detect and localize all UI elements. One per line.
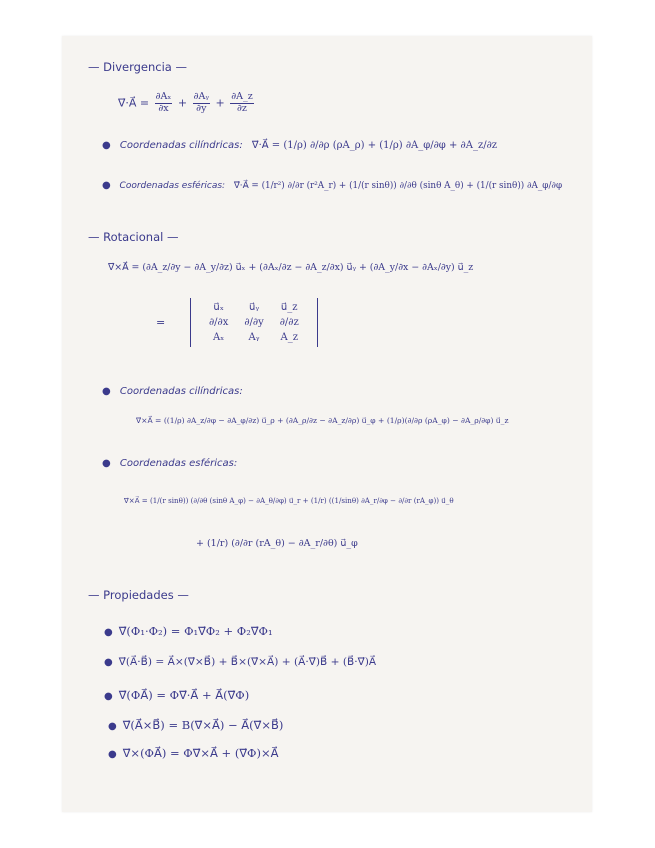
bullet-icon: ● [108,721,117,732]
bullet-icon: ● [102,386,111,397]
bleed-through [440,80,443,90]
curl-spherical-label-line [102,458,243,469]
section-properties-title: — Propiedades — [88,588,189,602]
property-item: ● ∇⃗(A⃗×B⃗) = B(∇⃗×A⃗) − A⃗(∇⃗×B⃗) [108,718,284,732]
matrix-row: u⃗ₓ u⃗ᵧ u⃗_z [213,302,298,313]
section-curl-title: — Rotacional — [88,230,179,244]
bullet-icon: ● [104,691,113,702]
property-item: ● ∇⃗(Φ₁·Φ₂) = Φ₁∇⃗Φ₂ + Φ₂∇⃗Φ₁ [104,624,273,638]
divergence-lhs: ∇⃗·A⃗ = [118,96,150,110]
bullet-icon: ● [102,458,111,469]
curl-matrix-equals: = [156,316,166,329]
divergence-spherical-equation: ● Coordenadas esféricas: ∇⃗·A⃗ = (1/r²) ∂/∂r (r²A_r) + (1/(r sinθ)) ∂/∂θ (sinθ A_θ) + (1/(r sinθ)) ∂A_φ/∂φ [102,180,563,191]
divergence-cylindrical-equation: ● Coordenadas cilíndricas: ∇⃗·A⃗ = (1/ρ) ∂/∂ρ (ρA_ρ) + (1/ρ) ∂A_φ/∂φ + ∂A_z/∂z [102,140,498,151]
curl-spherical-label: Coordenadas esféricas: [119,458,238,469]
bullet-icon: ● [102,140,111,151]
divergence-cartesian-equation: ∇⃗·A⃗ = $\frac{\text{∂Aₓ}}{\partial x}$ + $\frac{\text{∂Aᵧ}}{\partial y}$ + $\frac{\partial A\_z}{\partial z}$ [118,91,253,114]
curl-cartesian-equation: ∇⃗×A⃗ = (∂A_z/∂y − ∂A_y/∂z) u⃗ₓ + (∂Aₓ/∂z − ∂A_z/∂x) u⃗ᵧ + (∂A_y/∂x − ∂Aₓ/∂y) u⃗_z [108,262,474,273]
fraction-dAz-dz: $\frac{\partial A\_z}{\partial z}$ [231,91,253,114]
bullet-icon: ● [102,180,111,191]
curl-cylindrical-label: Coordenadas cilíndricas: [119,386,243,397]
section-divergence-title: — Divergencia — [88,60,187,74]
curl-cylindrical-equation: ∇⃗×A⃗ = ((1/ρ) ∂A_z/∂φ − ∂A_φ/∂z) u⃗_ρ + (∂A_ρ/∂z − ∂A_z/∂ρ) u⃗_φ + (1/ρ)(∂/∂ρ (ρA_φ) − ∂A_ρ/∂φ) u⃗_z [136,416,509,425]
property-item: ● ∇⃗(A⃗·B⃗) = A⃗×(∇⃗×B⃗) + B⃗×(∇⃗×A⃗) + (A⃗·∇⃗)B⃗ + (B⃗·∇⃗)A⃗ [104,656,377,668]
property-item: ● ∇⃗(ΦA⃗) = Φ∇⃗·A⃗ + A⃗(∇⃗Φ) [104,688,250,702]
curl-cylindrical-label-line [102,386,249,397]
divergence-cylindrical-label: Coordenadas cilíndricas: [119,140,243,151]
bullet-icon: ● [104,657,113,668]
matrix-row: ∂/∂x ∂/∂y ∂/∂z [209,317,299,328]
matrix-row: Aₓ Aᵧ A_z [212,332,298,343]
property-item: ● ∇⃗×(ΦA⃗) = Φ∇⃗×A⃗ + (∇⃗Φ)×A⃗ [108,746,279,760]
fraction-dAy-dy: $\frac{\text{∂Aᵧ}}{\partial y}$ [193,91,209,114]
divergence-spherical-label: Coordenadas esféricas: [119,181,226,191]
curl-spherical-equation-line2: + (1/r) (∂/∂r (rA_θ) − ∂A_r/∂θ) u⃗_φ [196,538,358,549]
bullet-icon: ● [104,627,113,638]
fraction-dAx-dx: $\frac{\text{∂Aₓ}}{\partial x}$ [155,91,172,114]
bullet-icon: ● [108,749,117,760]
curl-spherical-equation-line1: ∇⃗×A⃗ = (1/(r sinθ)) (∂/∂θ (sinθ A_φ) − ∂A_θ/∂φ) u⃗_r + (1/r) ((1/sinθ) ∂A_r/∂φ − ∂/∂r (rA_φ)) u⃗_θ [124,496,454,505]
curl-determinant-matrix [190,298,318,347]
